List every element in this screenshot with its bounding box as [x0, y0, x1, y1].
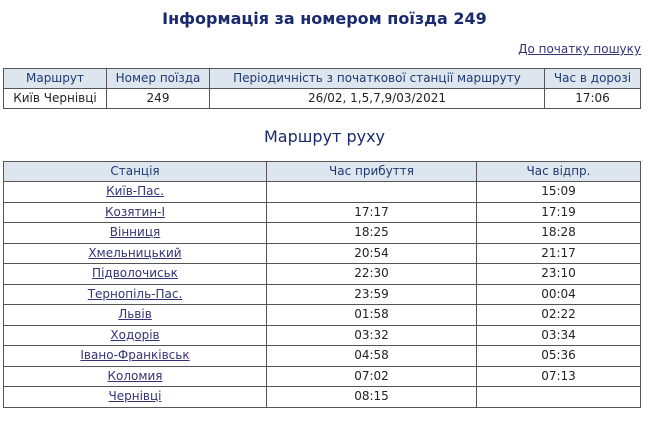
- departure-cell: 03:34: [477, 325, 641, 346]
- route-row: [4, 305, 641, 326]
- station-cell: [4, 325, 267, 346]
- station-cell: [4, 223, 267, 244]
- back-to-search-link[interactable]: До початку пошуку: [518, 42, 641, 56]
- station-link[interactable]: Ходорів: [110, 327, 160, 342]
- route-row: [4, 243, 641, 264]
- arrival-cell: 18:25: [267, 223, 477, 244]
- station-cell: [4, 305, 267, 326]
- route-row: [4, 325, 641, 346]
- departure-cell: 05:36: [477, 346, 641, 367]
- station-cell: [4, 243, 267, 264]
- arrival-cell: 20:54: [267, 243, 477, 264]
- page-title: Інформація за номером поїзда 249: [162, 9, 487, 28]
- arrival-cell: 01:58: [267, 305, 477, 326]
- station-link[interactable]: Хмельницький: [88, 245, 182, 260]
- route-row: [4, 223, 641, 244]
- route-row: [4, 366, 641, 387]
- cell-route: Київ Чернівці: [4, 89, 107, 109]
- station-cell: [4, 387, 267, 408]
- station-link[interactable]: Підволочиськ: [92, 266, 178, 280]
- header-train-number: Номер поїзда: [107, 69, 210, 89]
- route-header-row: [4, 162, 641, 182]
- route-row: [4, 284, 641, 305]
- arrival-cell: 23:59: [267, 284, 477, 305]
- station-cell: [4, 264, 267, 285]
- route-row: [4, 346, 641, 367]
- station-link[interactable]: Коломия: [107, 368, 163, 383]
- station-cell: [4, 182, 267, 203]
- station-link[interactable]: Вінниця: [109, 225, 161, 239]
- arrival-cell: 03:32: [267, 325, 477, 346]
- station-cell: [4, 346, 267, 367]
- station-link[interactable]: Івано-Франківськ: [80, 348, 190, 362]
- header-station: Станція: [4, 162, 267, 182]
- header-periodicity: Періодичність з початкової станції маршруту: [210, 69, 545, 89]
- station-cell: [4, 284, 267, 305]
- header-route: Маршрут: [4, 69, 107, 89]
- arrival-cell: [267, 182, 477, 203]
- cell-train-number: 249: [107, 89, 210, 109]
- arrival-cell: 04:58: [267, 346, 477, 367]
- departure-cell: 15:09: [477, 182, 641, 203]
- route-row: [4, 182, 641, 203]
- arrival-cell: 08:15: [267, 387, 477, 408]
- header-arrival: Час прибуття: [267, 162, 477, 182]
- header-departure: Час відпр.: [477, 162, 641, 182]
- arrival-cell: 17:17: [267, 202, 477, 223]
- departure-cell: 00:04: [477, 284, 641, 305]
- departure-cell: 07:13: [477, 366, 641, 387]
- train-info-header-row: [4, 69, 641, 89]
- station-link[interactable]: Київ-Пас.: [106, 184, 164, 198]
- cell-periodicity: 26/02, 1,5,7,9/03/2021: [210, 89, 545, 109]
- route-row: [4, 387, 641, 408]
- departure-cell: 18:28: [477, 223, 641, 244]
- train-info-row: [4, 89, 641, 109]
- station-cell: [4, 202, 267, 223]
- arrival-cell: 07:02: [267, 366, 477, 387]
- station-link[interactable]: Чернівці: [108, 389, 162, 403]
- departure-cell: 23:10: [477, 264, 641, 285]
- cell-travel-time: 17:06: [545, 89, 641, 109]
- departure-cell: 02:22: [477, 305, 641, 326]
- route-row: [4, 264, 641, 285]
- station-link[interactable]: Тернопіль-Пас.: [87, 286, 183, 301]
- station-cell: [4, 366, 267, 387]
- station-link[interactable]: Козятин-І: [105, 204, 165, 219]
- arrival-cell: 22:30: [267, 264, 477, 285]
- departure-cell: 21:17: [477, 243, 641, 264]
- header-travel-time: Час в дорозі: [545, 69, 641, 89]
- station-link[interactable]: Львів: [118, 307, 152, 321]
- departure-cell: [477, 387, 641, 408]
- route-table: [3, 161, 641, 408]
- route-row: [4, 202, 641, 223]
- train-info-table: [3, 68, 641, 109]
- route-section-title: Маршрут руху: [264, 127, 385, 146]
- departure-cell: 17:19: [477, 202, 641, 223]
